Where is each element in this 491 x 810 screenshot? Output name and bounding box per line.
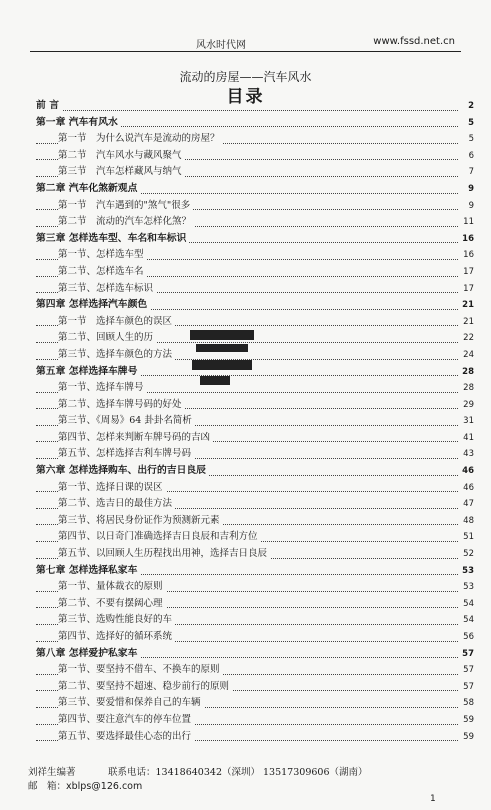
email-address[interactable]: xblps@126.com <box>66 781 143 792</box>
toc-entry-page: 57 <box>463 665 474 676</box>
toc-section-entry[interactable] <box>36 446 474 463</box>
toc-heading: 目录 <box>226 87 265 107</box>
toc-section-entry[interactable] <box>36 662 474 679</box>
toc-entry-title: 第一节、选择车牌号 <box>58 382 147 393</box>
table-of-contents <box>36 98 474 745</box>
toc-section-entry[interactable] <box>36 496 474 513</box>
toc-entry-title: 第三节、《周易》64 卦卦名简析 <box>58 415 195 426</box>
author: 刘祥生编著 <box>28 767 76 778</box>
toc-chapter-entry[interactable] <box>36 231 474 248</box>
toc-section-entry[interactable] <box>36 148 474 165</box>
toc-section-entry[interactable] <box>36 397 474 414</box>
toc-entry-page: 16 <box>463 250 474 261</box>
toc-entry-title: 第一节、选择日课的误区 <box>58 482 166 493</box>
toc-entry-page: 7 <box>468 167 474 178</box>
toc-entry-title: 第四节、选择好的循环系统 <box>58 631 175 642</box>
toc-section-entry[interactable] <box>36 513 474 530</box>
toc-entry-page: 5 <box>468 134 474 145</box>
book-title: 流动的房屋——汽车风水 <box>179 70 312 84</box>
toc-entry-page: 41 <box>463 432 474 443</box>
toc-entry-page: 48 <box>463 515 474 526</box>
toc-entry-page: 17 <box>463 266 474 277</box>
toc-chapter-entry[interactable] <box>36 463 474 480</box>
toc-entry-page: 9 <box>468 183 474 194</box>
toc-section-entry[interactable] <box>36 430 474 447</box>
toc-entry-page: 43 <box>463 449 474 460</box>
toc-chapter-entry[interactable] <box>36 181 474 198</box>
toc-entry-page: 16 <box>462 233 474 244</box>
toc-entry-title: 第二节 流动的汽车怎样化煞？ <box>58 216 194 227</box>
toc-entry-title: 第一节 为什么说汽车是流动的房屋？ <box>58 133 223 144</box>
toc-section-entry[interactable] <box>36 214 474 231</box>
toc-entry-page: 24 <box>463 349 474 360</box>
toc-entry-page: 59 <box>463 731 474 742</box>
toc-section-entry[interactable] <box>36 131 474 148</box>
toc-entry-title: 第二节、回顾人生的历 <box>58 332 156 343</box>
toc-entry-title: 第五节、以回顾人生历程找出用神，选择吉日良辰 <box>58 548 270 559</box>
toc-entry-title: 第三节、要爱惜和保养自己的车辆 <box>58 697 204 708</box>
toc-section-entry[interactable] <box>36 529 474 546</box>
toc-chapter-entry[interactable] <box>36 115 474 132</box>
toc-entry-title: 第三节、选购性能良好的车 <box>58 614 175 625</box>
toc-section-entry[interactable] <box>36 729 474 746</box>
toc-entry-page: 5 <box>468 117 474 128</box>
toc-entry-title: 第七章 怎样选择私家车 <box>36 565 140 576</box>
toc-entry-page: 17 <box>463 283 474 294</box>
toc-entry-page: 58 <box>463 698 474 709</box>
toc-entry-page: 56 <box>463 632 474 642</box>
toc-entry-page: 53 <box>462 565 474 576</box>
toc-entry-page: 57 <box>463 681 474 692</box>
toc-entry-page: 21 <box>462 300 474 311</box>
toc-entry-title: 第四节、要注意汽车的停车位置 <box>58 714 194 725</box>
toc-entry-title: 第三章 怎样选车型、车名和车标识 <box>36 233 189 244</box>
toc-entry-title: 第四节、以日奇门准确选择吉日良辰和吉利方位 <box>58 531 261 542</box>
toc-entry-title: 第二节、不要有摆阔心理 <box>58 598 166 609</box>
toc-entry-title: 第三节、怎样选车标识 <box>58 283 156 294</box>
toc-entry-page: 53 <box>463 582 474 593</box>
header-url: www.fssd.net.cn <box>373 36 455 47</box>
toc-entry-page: 51 <box>463 532 474 543</box>
toc-section-entry[interactable] <box>36 480 474 497</box>
toc-entry-title: 前 言 <box>36 100 62 111</box>
toc-chapter-entry[interactable] <box>36 563 474 580</box>
toc-entry-page: 21 <box>463 316 474 327</box>
contact-email <box>28 780 142 794</box>
toc-entry-page: 2 <box>468 101 474 111</box>
toc-entry-page: 28 <box>462 366 474 377</box>
toc-entry-title: 第二节 汽车风水与藏风聚气 <box>58 150 185 161</box>
toc-section-entry[interactable] <box>36 413 474 430</box>
toc-entry-page: 54 <box>463 598 474 609</box>
toc-entry-page: 47 <box>463 499 474 510</box>
toc-section-entry[interactable] <box>36 679 474 696</box>
dot-leader <box>36 110 458 111</box>
toc-section-entry[interactable] <box>36 314 474 331</box>
toc-entry-title: 第四章 怎样选择汽车颜色 <box>36 299 150 310</box>
toc-entry-page: 46 <box>463 482 474 493</box>
toc-entry-title: 第一节、量体裁衣的原则 <box>58 581 166 592</box>
toc-entry-title: 第一章 汽车有风水 <box>36 117 121 128</box>
toc-entry-title: 第三节、将居民身份证作为预测新元素 <box>58 515 223 526</box>
toc-entry-page: 46 <box>462 466 474 477</box>
toc-entry-title: 第六章 怎样选择购车、出行的吉日良辰 <box>36 465 209 476</box>
toc-entry-title: 第一节 选择车颜色的误区 <box>58 316 175 327</box>
toc-section-entry[interactable] <box>36 198 474 215</box>
toc-entry-title: 第二节、怎样选车名 <box>58 266 147 277</box>
toc-entry-page: 22 <box>463 333 474 344</box>
toc-entry-page: 57 <box>462 648 474 659</box>
toc-entry-title: 第二章 汽车化煞新观点 <box>36 183 140 194</box>
toc-entry-page: 54 <box>463 615 474 626</box>
toc-section-entry[interactable] <box>36 629 474 646</box>
toc-section-entry[interactable] <box>36 546 474 563</box>
header-rule <box>30 51 461 52</box>
toc-entry-title: 第五节、要选择最佳心态的出行 <box>58 731 194 742</box>
toc-entry-page: 52 <box>463 549 474 560</box>
toc-chapter-entry[interactable] <box>36 646 474 663</box>
toc-entry-title: 第三节、选择车颜色的方法 <box>58 349 175 360</box>
email-label: 邮 箱： <box>28 781 67 792</box>
toc-section-entry[interactable] <box>36 612 474 629</box>
toc-chapter-entry[interactable] <box>36 98 474 115</box>
redaction-mark <box>190 330 260 390</box>
toc-entry-title: 第二节、选吉日的最佳方法 <box>58 498 175 509</box>
toc-entry-title: 第五章 怎样选择车牌号 <box>36 366 140 377</box>
toc-entry-page: 11 <box>463 217 474 228</box>
toc-entry-page: 9 <box>468 200 474 211</box>
footer <box>28 766 368 792</box>
toc-entry-title: 第二节、要坚持不超速、稳步前行的原则 <box>58 681 232 692</box>
toc-section-entry[interactable] <box>36 164 474 181</box>
toc-section-entry[interactable] <box>36 264 474 281</box>
toc-entry-title: 第三节 汽车怎样藏风与纳气 <box>58 166 185 177</box>
toc-entry-title: 第一节 汽车遇到的"煞气"很多 <box>58 200 193 211</box>
toc-entry-title: 第二节、选择车牌号码的好处 <box>58 399 185 410</box>
toc-section-entry[interactable] <box>36 712 474 729</box>
toc-entry-title: 第四节、怎样来判断车牌号码的吉凶 <box>58 432 213 443</box>
toc-section-entry[interactable] <box>36 247 474 264</box>
toc-entry-page: 28 <box>463 383 474 394</box>
toc-entry-page: 29 <box>463 399 474 410</box>
header-site-name: 风水时代网 <box>196 40 246 51</box>
toc-entry-page: 31 <box>463 416 474 427</box>
toc-section-entry[interactable] <box>36 579 474 596</box>
toc-entry-page: 59 <box>463 714 474 725</box>
toc-entry-title: 第一节、要坚持不借车、不换车的原则 <box>58 664 223 675</box>
toc-section-entry[interactable] <box>36 281 474 298</box>
toc-section-entry[interactable] <box>36 596 474 613</box>
page-number: 1 <box>430 794 436 804</box>
toc-entry-title: 第一节、怎样选车型 <box>58 249 147 260</box>
contact-phone: 联系电话：13418640342（深圳） 13517309606（湖南） <box>108 767 368 778</box>
toc-entry-page: 6 <box>468 150 474 161</box>
toc-entry-title: 第八章 怎样爱护私家车 <box>36 648 140 659</box>
toc-section-entry[interactable] <box>36 695 474 712</box>
toc-entry-title: 第五节、怎样选择吉利车牌号码 <box>58 448 194 459</box>
toc-chapter-entry[interactable] <box>36 297 474 314</box>
